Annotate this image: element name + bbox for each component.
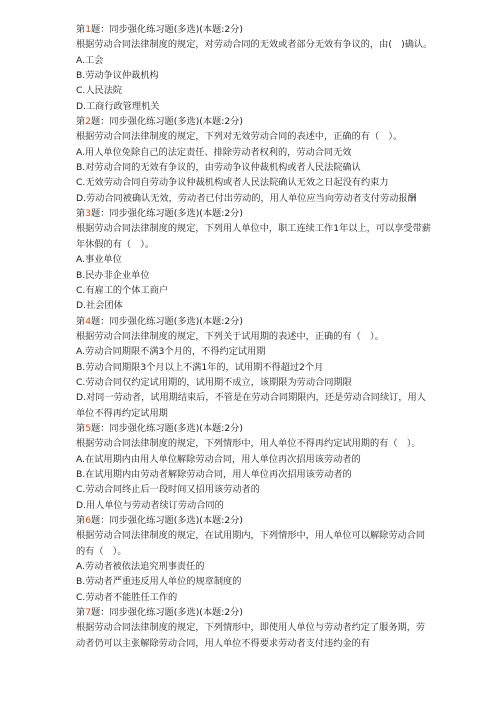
question-header <box>76 314 434 329</box>
answer-option: C.劳动者不能胜任工作的 <box>76 591 178 603</box>
answer-option: B.劳动者严重违反用人单位的规章制度的 <box>76 576 242 588</box>
answer-option: C.有雇工的个体工商户 <box>76 284 169 296</box>
question-number: 2 <box>85 116 92 128</box>
question-number-prefix: 第 <box>76 315 86 327</box>
answer-option: B.对劳动合同的无效有争议的，由劳动争议仲裁机构或者人民法院确认 <box>76 162 361 174</box>
question-number: 6 <box>85 515 92 526</box>
question-text: 根据劳动合同法律制度的规定，对劳动合同的无效或者部分无效有争议的，由( )确认。 <box>76 39 433 51</box>
question-type-label: 题：同步强化练习题(多选)(本题:2分) <box>91 315 243 327</box>
question-header <box>76 513 434 528</box>
question-text: 根据劳动合同法律制度的规定，下列用人单位中，职工连续工作1年以上，可以享受带薪年休假的有（ ）。 <box>76 223 431 250</box>
answer-option: C.劳动合同仅约定试用期的，试用期不成立，该期限为劳动合同期限 <box>76 376 352 388</box>
question-header <box>76 114 434 129</box>
answer-option: D.劳动合同被确认无效，劳动者已付出劳动的，用人单位应当向劳动者支付劳动报酬 <box>76 192 417 204</box>
answer-option: A.劳动者被依法追究刑事责任的 <box>76 561 205 573</box>
question-type-label: 题：同步强化练习题(多选)(本题:2分) <box>91 116 243 128</box>
question-type-label: 题：同步强化练习题(多选)(本题:2分) <box>91 24 243 35</box>
question-number: 3 <box>85 208 92 220</box>
question-block <box>76 114 434 206</box>
question-header <box>76 206 434 221</box>
answer-option: B.劳动争议仲裁机构 <box>76 70 159 82</box>
answer-option: C.人民法院 <box>76 85 123 97</box>
question-block <box>76 605 434 651</box>
question-text: 根据劳动合同法律制度的规定，在试用期内，下列情形中，用人单位可以解除劳动合同的有（ ）。 <box>76 530 426 557</box>
answer-option: D.对同一劳动者，试用期结束后，不管是在劳动合同期限内，还是劳动合同续订，用人单位不得再约定试用期 <box>76 392 426 419</box>
question-block <box>76 421 434 513</box>
question-type-label: 题：同步强化练习题(多选)(本题:2分) <box>91 208 243 220</box>
answer-option: D.工商行政管理机关 <box>76 100 160 112</box>
question-number-prefix: 第 <box>76 24 86 35</box>
answer-option: A.工会 <box>76 54 104 66</box>
answer-option: B.在试用期内由劳动者解除劳动合同，用人单位再次招用该劳动者的 <box>76 468 352 480</box>
answer-option: B.民办非企业单位 <box>76 269 150 281</box>
question-number-prefix: 第 <box>76 515 86 526</box>
answer-option: A.事业单位 <box>76 254 122 266</box>
answer-option: C.劳动合同终止后一段时间又招用该劳动者的 <box>76 484 260 496</box>
answer-option: A.劳动合同期限不满3个月的，不得约定试用期 <box>76 346 266 358</box>
question-block <box>76 314 434 421</box>
question-number-prefix: 第 <box>76 607 86 619</box>
question-block <box>76 206 434 313</box>
question-header <box>76 605 434 620</box>
answer-option: A.用人单位免除自己的法定责任、排除劳动者权利的，劳动合同无效 <box>76 146 352 158</box>
answer-option: D.用人单位与劳动者续订劳动合同的 <box>76 499 224 511</box>
question-number-prefix: 第 <box>76 422 86 434</box>
answer-option: B.劳动合同期限3个月以上不满1年的，试用期不得超过2个月 <box>76 361 324 373</box>
question-type-label: 题：同步强化练习题(多选)(本题:2分) <box>91 515 243 526</box>
question-type-label: 题：同步强化练习题(多选)(本题:2分) <box>91 422 243 434</box>
question-block <box>76 513 434 605</box>
question-number: 4 <box>85 315 92 327</box>
answer-option: C.无效劳动合同自劳动争议仲裁机构或者人民法院确认无效之日起没有约束力 <box>76 177 389 189</box>
question-number: 5 <box>85 422 92 434</box>
question-number: 1 <box>85 24 92 35</box>
question-text: 根据劳动合同法律制度的规定，下列情形中，用人单位不得再约定试用期的有（ ）。 <box>76 438 421 450</box>
question-header <box>76 421 434 436</box>
question-block <box>76 22 434 114</box>
question-text: 根据劳动合同法律制度的规定，下列对无效劳动合同的表述中，正确的有（ ）。 <box>76 131 403 143</box>
question-text: 根据劳动合同法律制度的规定，下列情形中，即使用人单位与劳动者约定了服务期，劳动者仍可以主张解除劳动合同，用人单位不得要求劳动者支付违约金的有 <box>76 622 426 649</box>
answer-option: D.社会团体 <box>76 300 123 312</box>
question-text: 根据劳动合同法律制度的规定，下列关于试用期的表述中，正确的有（ ）。 <box>76 330 384 342</box>
question-number-prefix: 第 <box>76 116 86 128</box>
question-type-label: 题：同步强化练习题(多选)(本题:2分) <box>91 607 243 619</box>
question-header <box>76 22 434 37</box>
answer-option: A.在试用期内由用人单位解除劳动合同，用人单位再次招用该劳动者的 <box>76 453 361 465</box>
question-number-prefix: 第 <box>76 208 86 220</box>
question-number: 7 <box>85 607 92 619</box>
